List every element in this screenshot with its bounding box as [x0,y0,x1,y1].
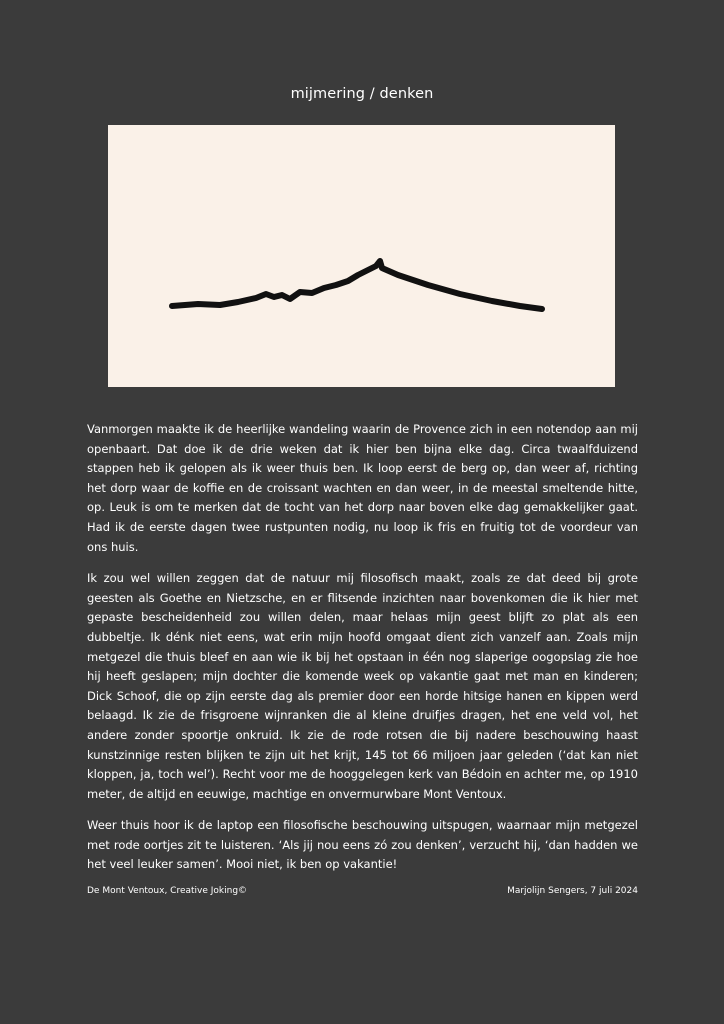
page-footer [87,886,638,896]
page-title: mijmering / denken [290,86,434,102]
paragraph-2: Ik zou wel willen zeggen dat de natuur mij filosofisch maakt, zoals ze dat deed bij grote geesten als Goethe en Nietzsche, en er flitsende inzichten naar bovenkomen die ik hier met gepaste bescheidenheid zou willen delen, maar helaas mijn geest blijft zo plat als een dubbeltje. Ik dénk niet eens, wat erin mijn hoofd omgaat dient zich vanzelf aan. Zoals mijn metgezel die thuis bleef en aan wie ik bij het opstaan in één nog slaperige oogopslag zie hoe hij heeft geslapen; mijn dochter die komende week op vakantie gaat met man en kinderen; Dick Schoof, die op zijn eerste dag als premier door een horde hitsige hanen en kippen werd belaagd. Ik zie de frisgroene wijnranken die al kleine druifjes dragen, het ene veld vol, het andere zonder spoortje onkruid. Ik zie de rode rotsen die bij nadere beschouwing haast kunstzinnige resten blijken te zijn uit het krijt, 145 tot 66 miljoen jaar geleden (‘dat kan niet kloppen, ja, toch wel’). Recht voor me de hooggelegen kerk van Bédoin en achter me, op 1910 meter, de altijd en eeuwige, machtige en onvermurwbare Mont Ventoux. [87,571,638,801]
paragraph-3: Weer thuis hoor ik de laptop een filosofische beschouwing uitspugen, waarnaar mijn metgezel met rode oortjes zit te luisteren. ‘Als jij nou eens zó zou denken’, verzucht hij, ‘dan hadden we het veel leuker samen’. Mooi niet, ik ben op vakantie! [87,818,638,872]
artwork-image [108,125,615,387]
paragraph-1: Vanmorgen maakte ik de heerlijke wandeling waarin de Provence zich in een notendop aan mij openbaart. Dat doe ik de drie weken dat ik hier ben bijna elke dag. Circa twaalfduizend stappen heb ik gelopen als ik weer thuis ben. Ik loop eerst de berg op, dan weer af, richting het dorp waar de koffie en de croissant wachten en dan weer, in de meestal smeltende hitte, op. Leuk is om te merken dat de tocht van het dorp naar boven elke dag gemakkelijker gaat. Had ik de eerste dagen twee rustpunten nodig, nu loop ik fris en fruitig tot de voordeur van ons huis. [87,422,638,554]
article-body [87,420,638,887]
footer-credit: De Mont Ventoux, Creative Joking© [87,886,248,896]
mountain-line-drawing [108,125,615,387]
footer-author-date: Marjolijn Sengers, 7 juli 2024 [507,886,638,896]
mountain-ridge-line [172,261,542,309]
